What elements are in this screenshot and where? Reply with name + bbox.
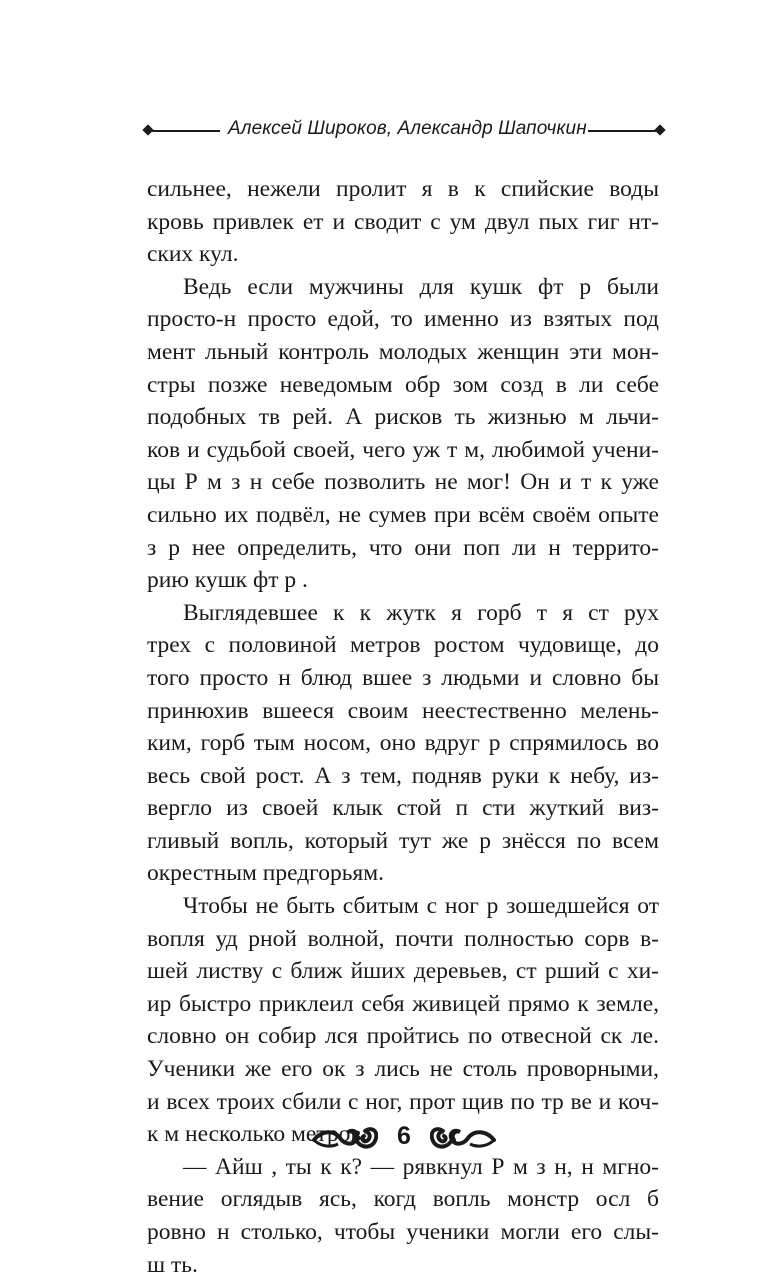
text-line: Ученики же его ок з лись не столь проворными, (147, 1056, 659, 1083)
text-line: подобных тв рей. А рисков ть жизнью м льчи- (147, 404, 659, 431)
text-line: Чтобы не быть сбитым с ног р зошедшейся от (183, 893, 659, 920)
text-line: вопля уд рной волной, почти полностью сорв в- (147, 925, 659, 952)
text-line: стры позже неведомым обр зом созд в ли себе (147, 371, 659, 398)
text-line: шей листву с ближ йших деревьев, ст рший с хи- (147, 958, 659, 985)
text-line: цы Р м з н себе позволить не мог! Он и т к уже (147, 469, 659, 496)
text-line: просто-н просто едой, то именно из взятых под (147, 306, 659, 333)
text-line: весь свой рост. А з тем, подняв руки к небу, из- (147, 762, 659, 789)
header-rule-right (588, 130, 658, 132)
text-line: ир быстро приклеил себя живицей прямо к земле, (147, 990, 659, 1017)
text-line: з р нее определить, что они поп ли н террито- (147, 534, 659, 561)
text-line: рию кушк фт р . (147, 567, 308, 594)
text-line: к м несколько метров. (147, 1121, 368, 1148)
page-number: 6 (397, 1122, 411, 1150)
text-line: принюхив вшееся своим неестественно мелень- (147, 697, 659, 724)
text-line: гливый вопль, который тут же р знёсся по всем (147, 827, 659, 854)
text-line: ш ть. (147, 1251, 198, 1278)
running-header (144, 116, 664, 146)
text-line: ских кул. (147, 241, 239, 268)
text-line: сильнее, нежели пролит я в к спийские воды (147, 176, 659, 202)
page-body-text (147, 173, 659, 1281)
text-line: вение оглядыв ясь, когд вопль монстр осл б (147, 1186, 659, 1213)
text-line: Выглядевшее к к жутк я горб т я ст рух (183, 599, 659, 626)
text-line: Ведь если мужчины для кушк фт р были (183, 273, 659, 300)
text-line: и всех троих сбили с ног, прот щив по тр ве и коч- (147, 1088, 659, 1115)
text-line: трех с половиной метров ростом чудовище, до (147, 632, 659, 659)
header-ornament-right-diamond (654, 124, 665, 135)
page-footer (312, 1118, 496, 1162)
text-line: мент льный контроль молодых женщин эти мон- (147, 338, 659, 365)
text-line: кровь привлек ет и сводит с ум двул пых гиг нт- (147, 208, 659, 235)
text-line: ков и судьбой своей, чего уж т м, любимой учени- (147, 436, 659, 463)
header-rule-left (150, 130, 220, 132)
text-line: ровно н столько, чтобы ученики могли его слы- (147, 1219, 659, 1245)
running-title: Алексей Широков, Александр Шапочкин (228, 118, 587, 139)
text-line: вергло из своей клык стой п сти жуткий виз- (147, 795, 659, 822)
footer-flourish-right-icon (430, 1124, 496, 1154)
footer-flourish-left-icon (312, 1124, 378, 1154)
text-line: — Айш , ты к к? — рявкнул Р м з н, н мгно- (183, 1153, 659, 1180)
text-line: сильно их подвёл, не сумев при всём своём опыте (147, 501, 659, 528)
text-line: того просто н блюд вшее з людьми и словно бы (147, 664, 659, 691)
text-line: окрестным предгорьям. (147, 860, 384, 887)
text-line: словно он собир лся пройтись по отвесной ск ле. (147, 1023, 659, 1050)
text-line: ким, горб тым носом, оно вдруг р спрямилось во (147, 730, 659, 757)
